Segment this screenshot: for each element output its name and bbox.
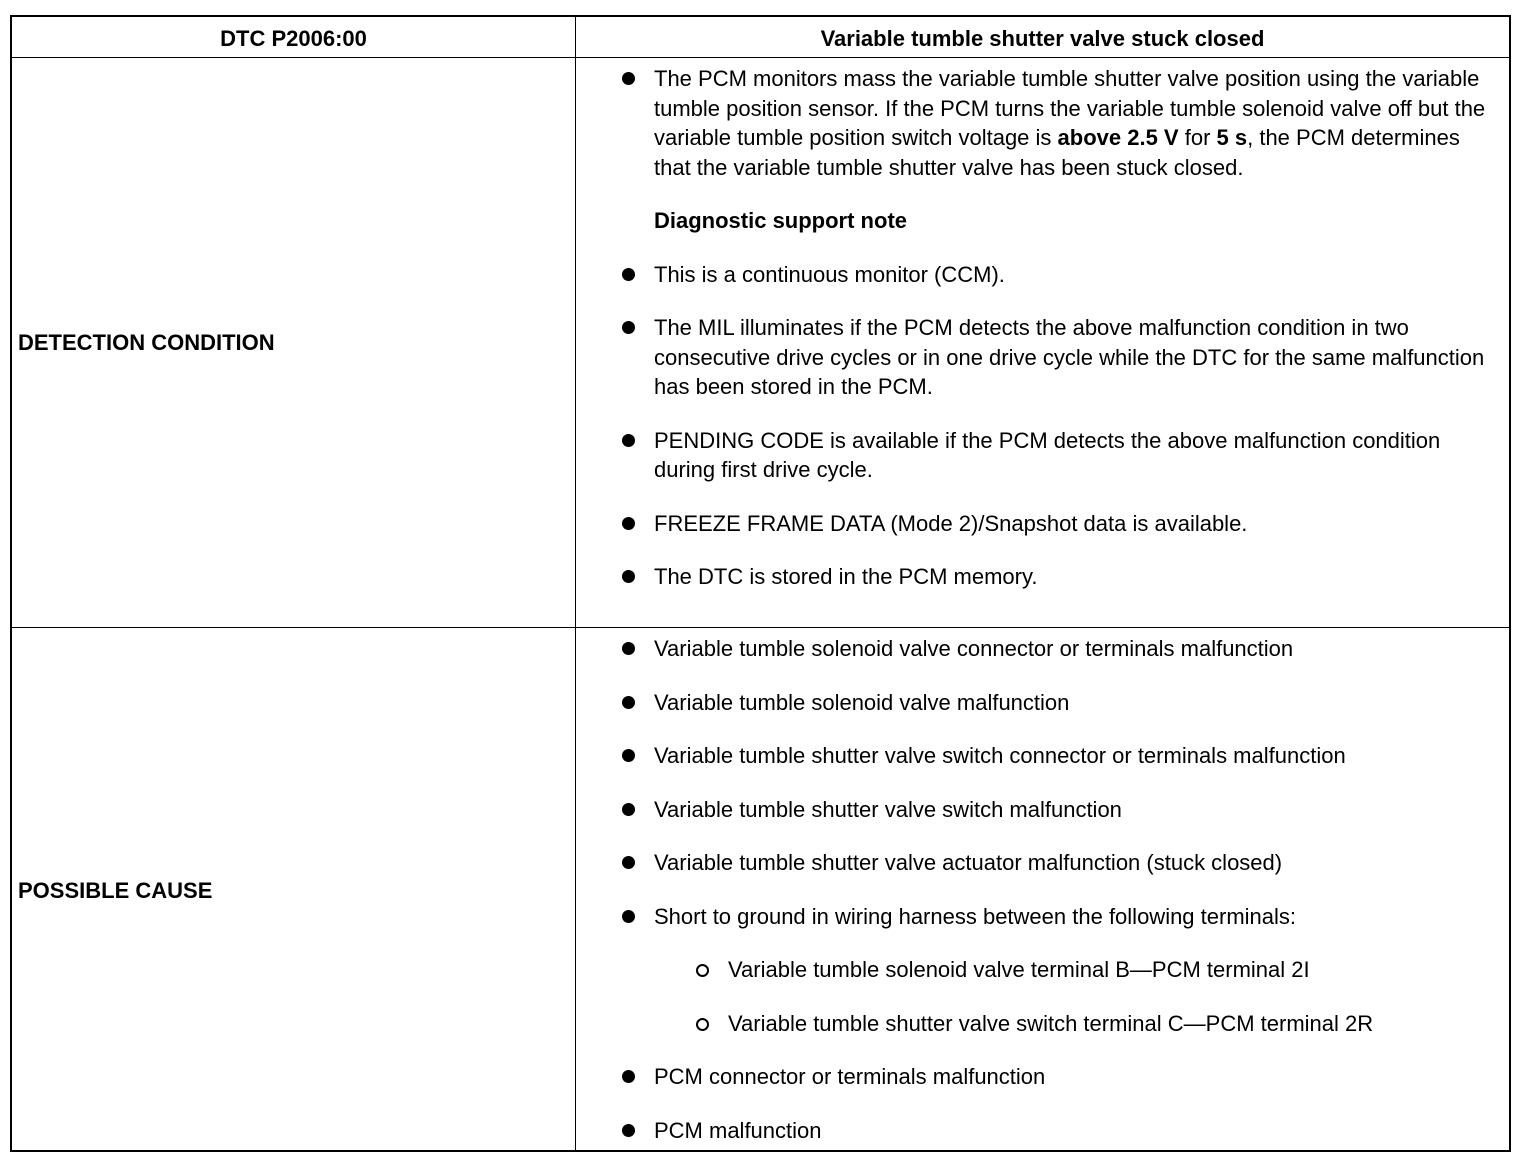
bullet-icon (622, 321, 635, 334)
note-text: PENDING CODE is available if the PCM detects the above malfunction condition during first drive cycle. (654, 427, 1441, 482)
dtc-code-header: DTC P2006:00 (220, 26, 367, 51)
diagnostic-note-heading: Diagnostic support note (654, 208, 907, 233)
dtc-title-header: Variable tumble shutter valve stuck closed (820, 26, 1265, 51)
detection-list (576, 64, 1509, 592)
note-text: The MIL illuminates if the PCM detects the above malfunction condition in two consecutive drive cycles or in one drive cycle while the DTC for the same malfunction has been stored in the PCM. (654, 315, 1485, 399)
detection-text-1: The PCM monitors mass the variable tumble shutter valve position using the variable tumble position sensor. If the PCM turns the variable tumble solenoid valve off but the variable tumble position switch voltage is (654, 66, 1486, 150)
cause-text: Variable tumble shutter valve switch connector or terminals malfunction (654, 743, 1346, 768)
possible-cause-cell (576, 634, 1509, 1169)
possible-cause-label: POSSIBLE CAUSE (18, 878, 213, 903)
cause-text: Variable tumble shutter valve switch malfunction (654, 796, 1122, 822)
list-item (576, 848, 1509, 878)
header-divider (12, 57, 1509, 58)
list-item (576, 313, 1509, 402)
list-item (576, 509, 1509, 539)
detection-bold-voltage: above 2.5 V (1057, 125, 1179, 150)
list-item (576, 634, 1509, 664)
bullet-icon (622, 517, 635, 530)
list-item (576, 902, 1509, 932)
list-item (576, 426, 1509, 485)
circle-bullet-icon (696, 964, 709, 977)
detection-condition-cell (576, 64, 1509, 616)
detection-bold-time: 5 s (1216, 125, 1248, 150)
row-divider (12, 627, 1509, 628)
list-item (576, 64, 1509, 182)
bullet-icon (622, 1124, 635, 1137)
detection-text-2: for (1178, 125, 1217, 150)
list-item (576, 688, 1509, 718)
detection-condition-label: DETECTION CONDITION (18, 330, 275, 355)
cause-list (576, 634, 1509, 1145)
bullet-icon (622, 268, 635, 281)
bullet-icon (622, 1070, 635, 1083)
bullet-icon (622, 570, 635, 583)
sub-list-item (576, 1009, 1509, 1039)
subcause-text: Variable tumble solenoid valve terminal B—PCM terminal 2I (728, 957, 1310, 982)
bullet-icon (622, 803, 635, 816)
cause-text: Short to ground in wiring harness between the following terminals: (654, 903, 1297, 929)
detection-text-3: , the PCM determines that the variable tumble shutter valve has been stuck closed. (654, 125, 1460, 180)
cause-text: PCM malfunction (654, 1117, 822, 1143)
bullet-icon (622, 72, 635, 85)
bullet-icon (622, 642, 635, 655)
list-item (576, 741, 1509, 771)
note-text: This is a continuous monitor (CCM). (654, 261, 1005, 287)
cause-text: Variable tumble solenoid valve connector or terminals malfunction (654, 636, 1294, 661)
cause-text: Variable tumble shutter valve actuator malfunction (stuck closed) (654, 850, 1283, 875)
dtc-table (10, 15, 1511, 1152)
note-text: The DTC is stored in the PCM memory. (654, 564, 1038, 589)
list-item (576, 260, 1509, 290)
bullet-icon (622, 434, 635, 447)
subcause-text: Variable tumble shutter valve switch terminal C—PCM terminal 2R (728, 1010, 1374, 1036)
bullet-icon (622, 910, 635, 923)
list-item (576, 562, 1509, 592)
list-item (576, 1116, 1509, 1146)
sub-list-item (576, 955, 1509, 985)
bullet-icon (622, 696, 635, 709)
bullet-icon (622, 856, 635, 869)
note-text: FREEZE FRAME DATA (Mode 2)/Snapshot data is available. (654, 510, 1248, 536)
cause-text: PCM connector or terminals malfunction (654, 1064, 1046, 1089)
cause-text: Variable tumble solenoid valve malfunction (654, 689, 1070, 715)
bullet-icon (622, 749, 635, 762)
list-item (576, 795, 1509, 825)
circle-bullet-icon (696, 1018, 709, 1031)
list-item (576, 1062, 1509, 1092)
